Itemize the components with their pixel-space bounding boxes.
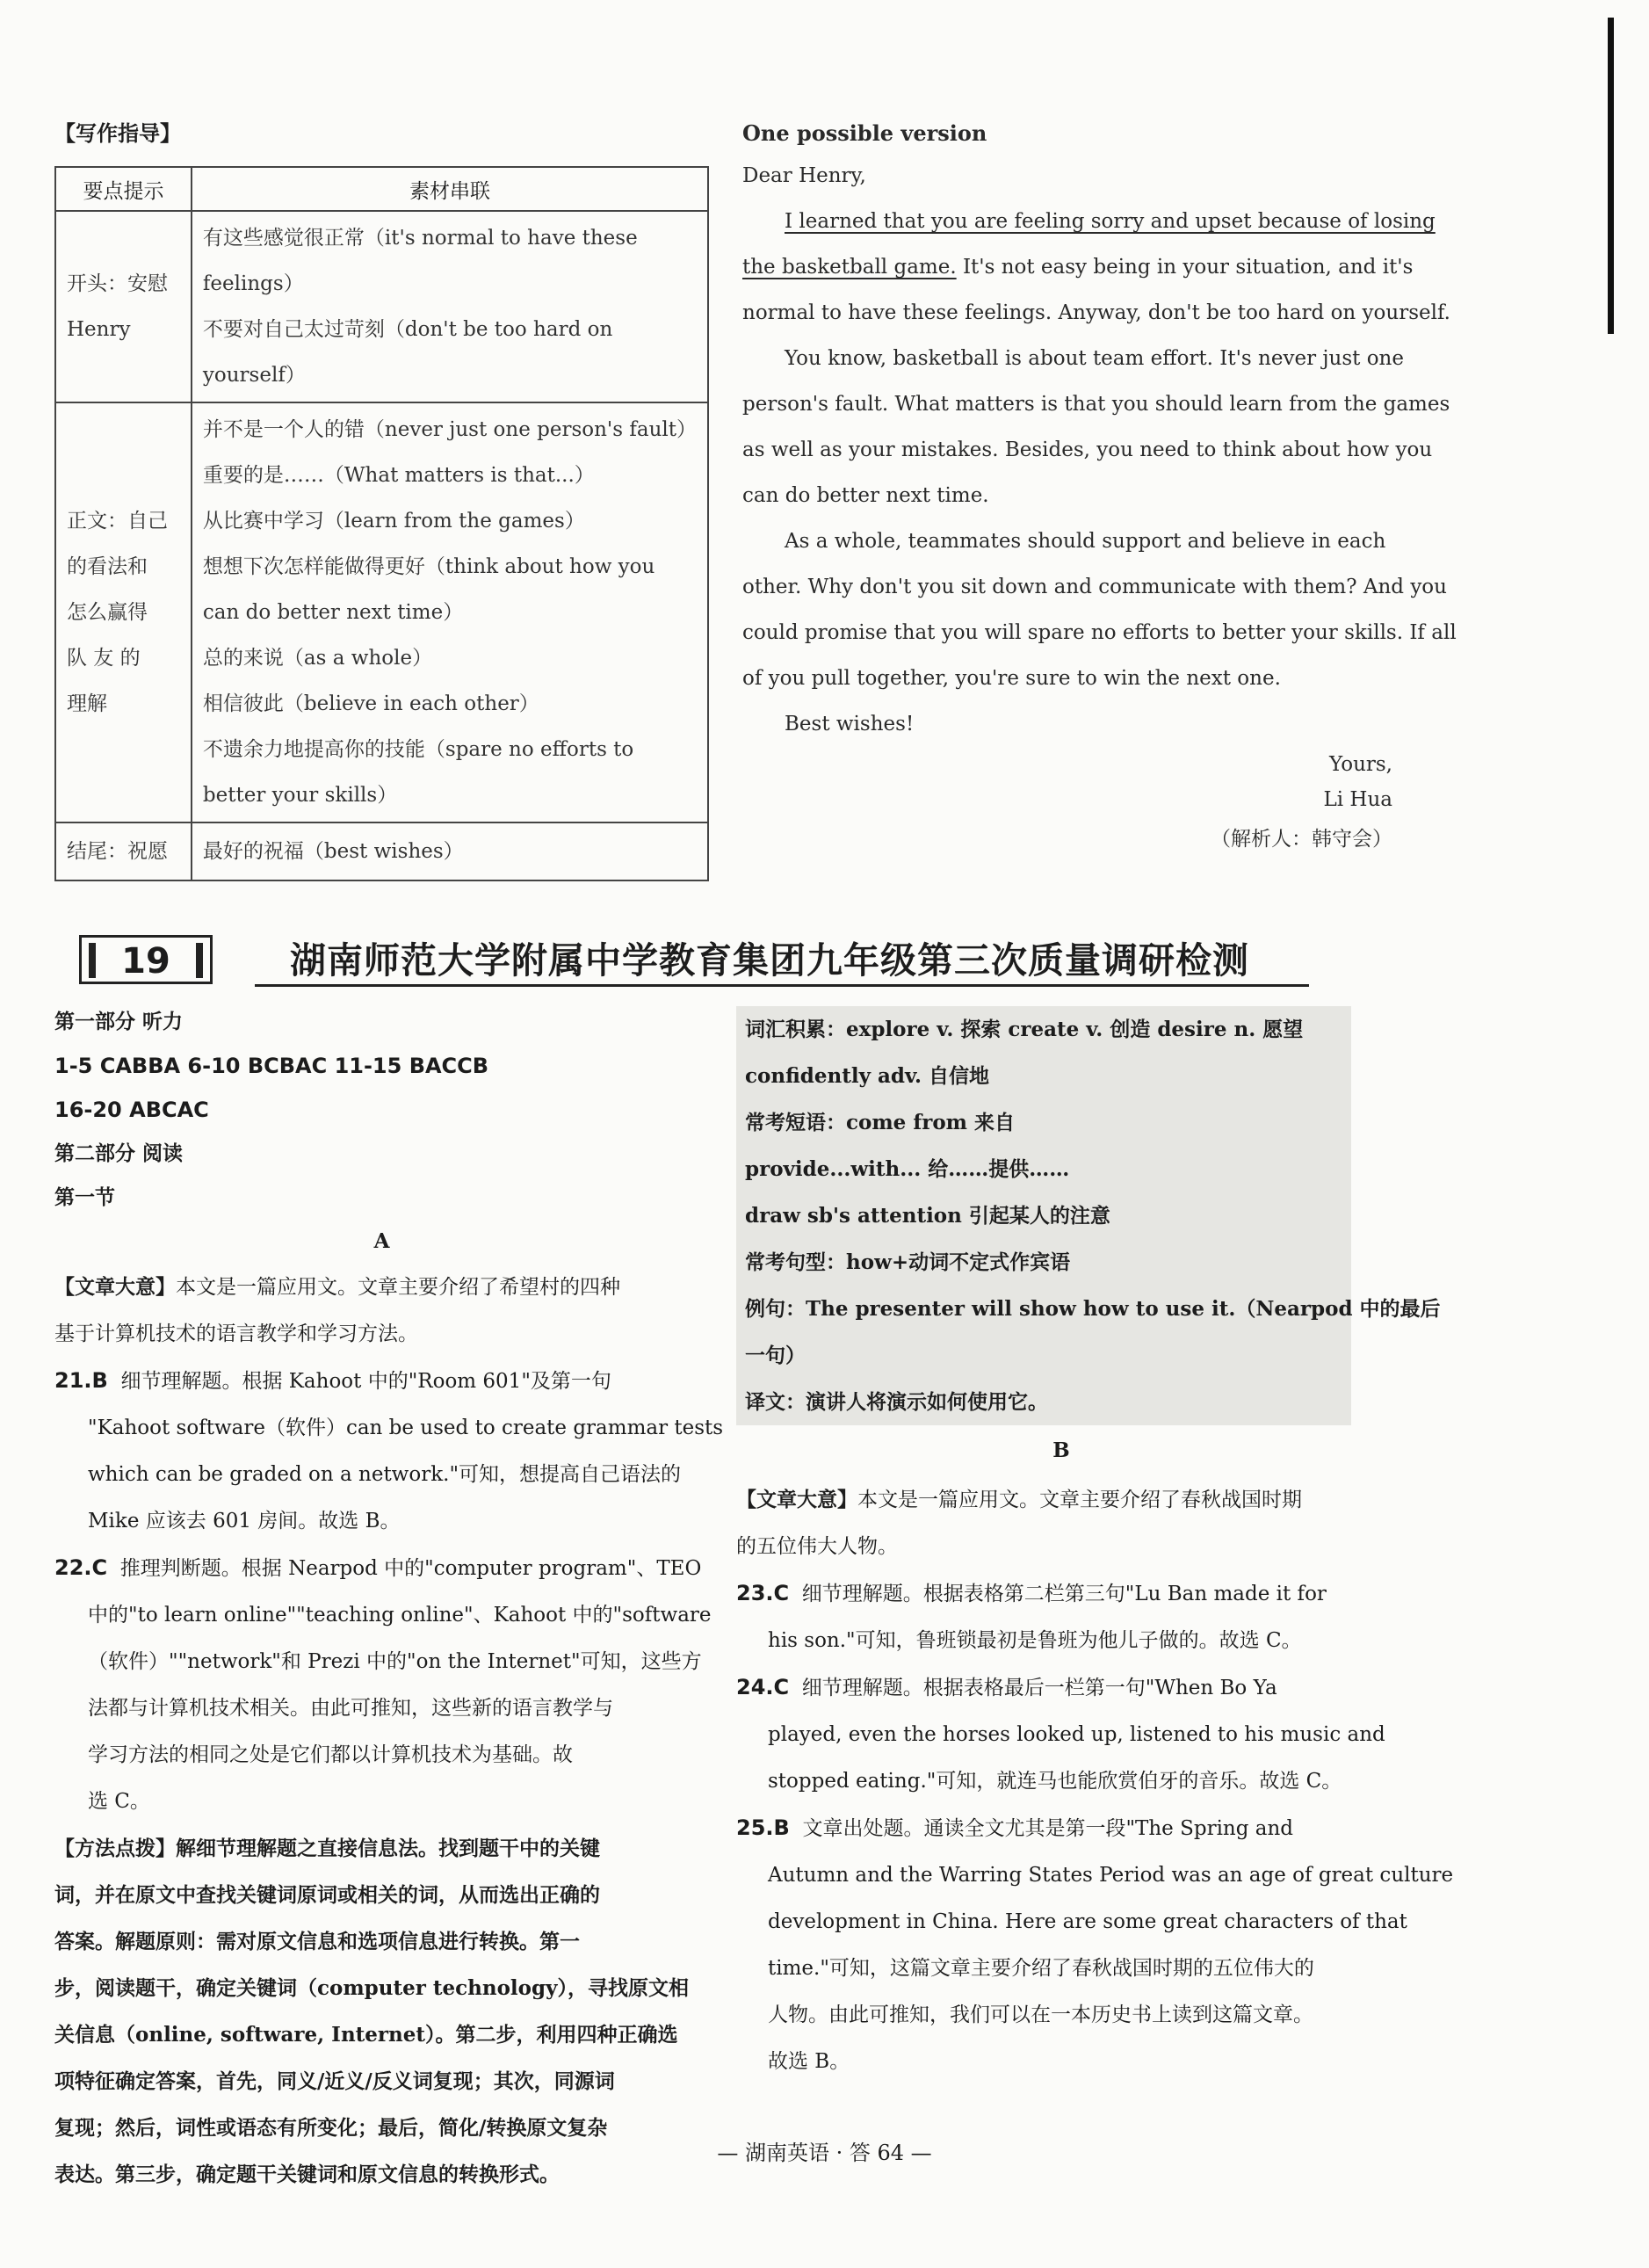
phrase-line: 常考短语：come from 来自: [745, 1111, 1016, 1134]
vocab-box: [736, 1006, 1441, 1425]
method-line: 关信息（online, software, Internet）。第二步，利用四种正确选: [54, 2023, 678, 2047]
table-row: [55, 822, 708, 880]
example-line: 一句）: [745, 1344, 806, 1367]
method-line: 项特征确定答案，首先，同义/近义/反义词复现；其次，同源词: [54, 2069, 615, 2093]
text-line: which can be graded on a network."可知，想提高自己语法的: [88, 1463, 682, 1486]
row-label: 正文：自己 的看法和 怎么赢得 队 友 的 理解: [55, 402, 192, 822]
text-line: 的五位伟大人物。: [736, 1535, 898, 1558]
text-line: 法都与计算机技术相关。由此可推知，这些新的语言教学与: [88, 1697, 613, 1720]
example-line: 例句：The presenter will show how to use it.（Nearpod 中的最后: [745, 1297, 1441, 1321]
signature-name: Li Hua: [1323, 788, 1392, 811]
text-line: 选 C。: [88, 1790, 150, 1813]
text-line: 【文章大意】本文是一篇应用文。文章主要介绍了春秋战国时期: [736, 1488, 1302, 1511]
sample-letter: [742, 114, 1457, 861]
phrase-line: draw sb's attention 引起某人的注意: [745, 1204, 1110, 1228]
text-line: 学习方法的相同之处是它们都以计算机技术为基础。故: [88, 1743, 573, 1766]
right-column: [736, 1006, 1454, 2085]
method-line: 表达。第三步，确定题干关键词和原文信息的转换形式。: [54, 2163, 560, 2186]
row-materials: 并不是一个人的错（never just one person's fault） 重要的是……（What matters is that...） 从比赛中学习（learn from the games） 想想下次怎样能做得更好（think about how you can do better next time） 总的来说（as a whole） 相信彼此（believe in each other） 不遗余力地提高你的技能（spare no efforts to better your skills）: [192, 402, 708, 822]
text-line: 23.C 细节理解题。根据表格第二栏第三句"Lu Ban made it for: [736, 1581, 1327, 1605]
method-line: 答案。解题原则：需对原文信息和选项信息进行转换。第一: [54, 1930, 580, 1953]
salutation: Dear Henry,: [742, 164, 866, 187]
letter-line: You know, basketball is about team effort. It's never just one: [785, 347, 1404, 370]
writing-guide-table: [54, 166, 709, 881]
text-line: played, even the horses looked up, listened to his music and: [768, 1723, 1385, 1746]
method-line: 步，阅读题干，确定关键词（computer technology），寻找原文相: [54, 1976, 689, 2000]
translation-line: 译文：演讲人将演示如何使用它。: [745, 1390, 1048, 1414]
answers-line: 1-5 CABBA 6-10 BCBAC 11-15 BACCB: [54, 1054, 489, 1078]
section1-heading: 第一节: [54, 1186, 115, 1209]
method-line: 【方法点拨】解细节理解题之直接信息法。找到题干中的关键: [54, 1837, 600, 1860]
text-line: 基于计算机技术的语言教学和学习方法。: [54, 1322, 418, 1345]
text-line: stopped eating."可知，就连马也能欣赏伯牙的音乐。故选 C。: [768, 1770, 1342, 1793]
passage-b-heading: B: [1052, 1438, 1070, 1462]
sentence-line: 常考句型：how+动词不定式作宾语: [745, 1250, 1071, 1274]
text-line: time."可知，这篇文章主要介绍了春秋战国时期的五位伟大的: [768, 1957, 1314, 1980]
letter-line: person's fault. What matters is that you should learn from the games: [742, 393, 1450, 416]
header-materials: 素材串联: [192, 167, 708, 211]
part2-heading: 第二部分 阅读: [54, 1142, 184, 1165]
row-materials: 最好的祝福（best wishes）: [192, 822, 708, 880]
vocab-line: 词汇积累：explore v. 探索 create v. 创造 desire n. 愿望: [745, 1018, 1304, 1041]
part1-heading: 第一部分 听力: [54, 1011, 184, 1033]
text-line: development in China. Here are some great characters of that: [768, 1910, 1407, 1933]
writing-guide: [54, 116, 709, 881]
text-line: 故选 B。: [768, 2050, 850, 2073]
answers-line: 16-20 ABCAC: [54, 1098, 209, 1122]
text-line: （软件）""network"和 Prezi 中的"on the Internet"可知，这些方: [88, 1650, 702, 1673]
text-line: "Kahoot software（软件）can be used to create grammar tests: [88, 1417, 724, 1439]
method-line: 复现；然后，词性或语态有所变化；最后，简化/转换原文复杂: [54, 2116, 608, 2140]
header-key-points: 要点提示: [55, 167, 192, 211]
text-line: 25.B 文章出处题。通读全文尤其是第一段"The Spring and: [736, 1815, 1294, 1840]
writing-guide-title: 【写作指导】: [54, 121, 181, 146]
text-line: 24.C 细节理解题。根据表格最后一栏第一句"When Bo Ya: [736, 1675, 1277, 1699]
text-line: 人物。由此可推知，我们可以在一本历史书上读到这篇文章。: [768, 2004, 1313, 2026]
table-row: [55, 211, 708, 402]
method-line: 词，并在原文中查找关键词原词或相关的词，从而选出正确的: [54, 1883, 600, 1907]
letter-line: I learned that you are feeling sorry and upset because of losing: [785, 210, 1436, 233]
text-line: 中的"to learn online""teaching online"、Kahoot 中的"software: [88, 1604, 712, 1627]
text-line: Autumn and the Warring States Period was an age of great culture: [768, 1864, 1454, 1887]
text-line: his son."可知，鲁班锁最初是鲁班为他儿子做的。故选 C。: [768, 1629, 1302, 1652]
phrase-line: provide...with... 给……提供……: [745, 1157, 1070, 1181]
text-line: 【文章大意】本文是一篇应用文。文章主要介绍了希望村的四种: [54, 1275, 620, 1299]
page-footer: — 湖南英语 · 答 64 —: [717, 2141, 932, 2165]
text-line: 21.B 细节理解题。根据 Kahoot 中的"Room 601"及第一句: [54, 1368, 611, 1393]
page-edge-bar: [1608, 18, 1614, 334]
vocab-line: confidently adv. 自信地: [745, 1064, 990, 1088]
sample-title: One possible version: [742, 120, 987, 146]
letter-line: the basketball game. It's not easy being in your situation, and it's: [742, 256, 1414, 279]
section-rule: [255, 984, 1309, 987]
letter-line: other. Why don't you sit down and communicate with them? And you: [742, 576, 1447, 598]
row-label: 开头：安慰 Henry: [55, 211, 192, 402]
section-number-box: [79, 935, 213, 984]
section-number: 19: [121, 941, 170, 982]
table-row: [55, 402, 708, 822]
analyst-note: （解析人：韩守会）: [1211, 828, 1392, 851]
row-label: 结尾：祝愿: [55, 822, 192, 880]
text-line: 22.C 推理判断题。根据 Nearpod 中的"computer program"、TEO: [54, 1555, 702, 1580]
closing: Best wishes!: [785, 713, 915, 735]
text-line: Mike 应该去 601 房间。故选 B。: [88, 1510, 401, 1533]
left-column: [54, 1000, 724, 2198]
section-title: 湖南师范大学附属中学教育集团九年级第三次质量调研检测: [290, 939, 1249, 982]
row-materials: 有这些感觉很正常（it's normal to have these feelings） 不要对自己太过苛刻（don't be too hard on yourself）: [192, 211, 708, 402]
letter-line: normal to have these feelings. Anyway, don't be too hard on yourself.: [742, 301, 1450, 324]
letter-line: As a whole, teammates should support and believe in each: [785, 530, 1386, 553]
letter-line: as well as your mistakes. Besides, you need to think about how you: [742, 438, 1433, 461]
letter-line: can do better next time.: [742, 484, 989, 507]
letter-line: of you pull together, you're sure to win the next one.: [742, 667, 1281, 690]
letter-line: could promise that you will spare no efforts to better your skills. If all: [742, 621, 1457, 644]
passage-a-heading: A: [373, 1229, 390, 1253]
signature-yours: Yours,: [1329, 753, 1392, 776]
